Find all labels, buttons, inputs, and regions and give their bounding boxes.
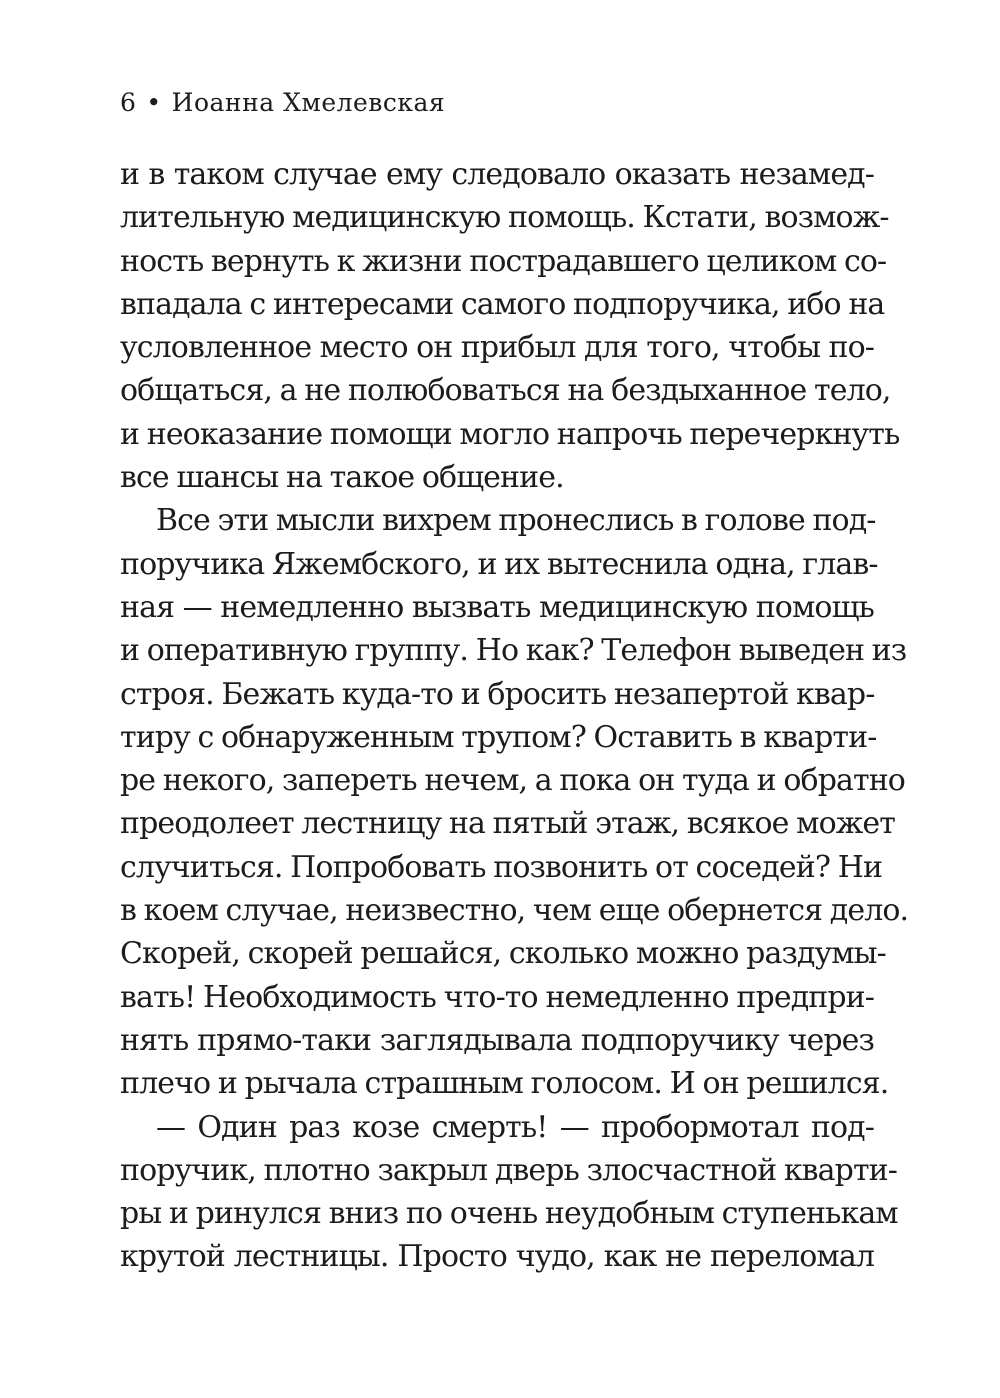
- text-line: тиру с обнаруженным трупом? Оставить в кварти-: [120, 719, 877, 755]
- text-line: — Один раз козе смерть! — пробормотал под-: [156, 1109, 874, 1145]
- text-line: ре некого, запереть нечем, а пока он туда и обратно: [120, 763, 905, 799]
- text-line: ры и ринулся вниз по очень неудобным ступенькам: [120, 1196, 898, 1232]
- text-line: случиться. Попробовать позвонить от соседей? Ни: [120, 849, 883, 885]
- text-line: и оперативную группу. Но как? Телефон выведен из: [120, 633, 907, 669]
- text-line: впадала с интересами самого подпоручика, ибо на: [120, 286, 885, 322]
- text-line: ная — немедленно вызвать медицинскую помощь: [120, 589, 874, 625]
- text-line: плечо и рычала страшным голосом. И он решился.: [120, 1066, 889, 1102]
- text-line: Скорей, скорей решайся, сколько можно раздумы-: [120, 936, 886, 972]
- text-line: крутой лестницы. Просто чудо, как не переломал: [120, 1239, 874, 1275]
- body-text: [120, 153, 909, 1279]
- text-line: нять прямо-таки заглядывала подпоручику через: [120, 1022, 874, 1058]
- text-line: все шансы на такое общение.: [120, 460, 564, 496]
- text-line: и в таком случае ему следовало оказать незамед-: [120, 157, 874, 192]
- text-line: в коем случае, неизвестно, чем еще обернется дело.: [120, 893, 909, 929]
- text-line: и неоказание помощи могло напрочь перечеркнуть: [120, 416, 900, 452]
- text-line: строя. Бежать куда-то и бросить незапертой квар-: [120, 676, 875, 712]
- text-line: поручика Яжембского, и их вытеснила одна, глав-: [120, 546, 878, 582]
- text-line: условленное место он прибыл для того, чтобы по-: [120, 330, 874, 366]
- author-name: Иоанна Хмелевская: [171, 88, 446, 117]
- text-line: общаться, а не полюбоваться на бездыханное тело,: [120, 373, 891, 409]
- text-line: преодолеет лестницу на пятый этаж, всякое может: [120, 806, 895, 842]
- page-number: 6: [120, 88, 137, 117]
- text-line: лительную медицинскую помощь. Кстати, возмож-: [120, 200, 889, 236]
- header-separator: •: [146, 88, 162, 117]
- text-line: ность вернуть к жизни пострадавшего целиком со-: [120, 243, 887, 279]
- text-line: поручик, плотно закрыл дверь злосчастной кварти-: [120, 1152, 897, 1188]
- running-head: [120, 88, 445, 117]
- text-line: вать! Необходимость что-то немедленно предпри-: [120, 979, 874, 1015]
- text-line: Все эти мысли вихрем пронеслись в голове под-: [156, 503, 876, 539]
